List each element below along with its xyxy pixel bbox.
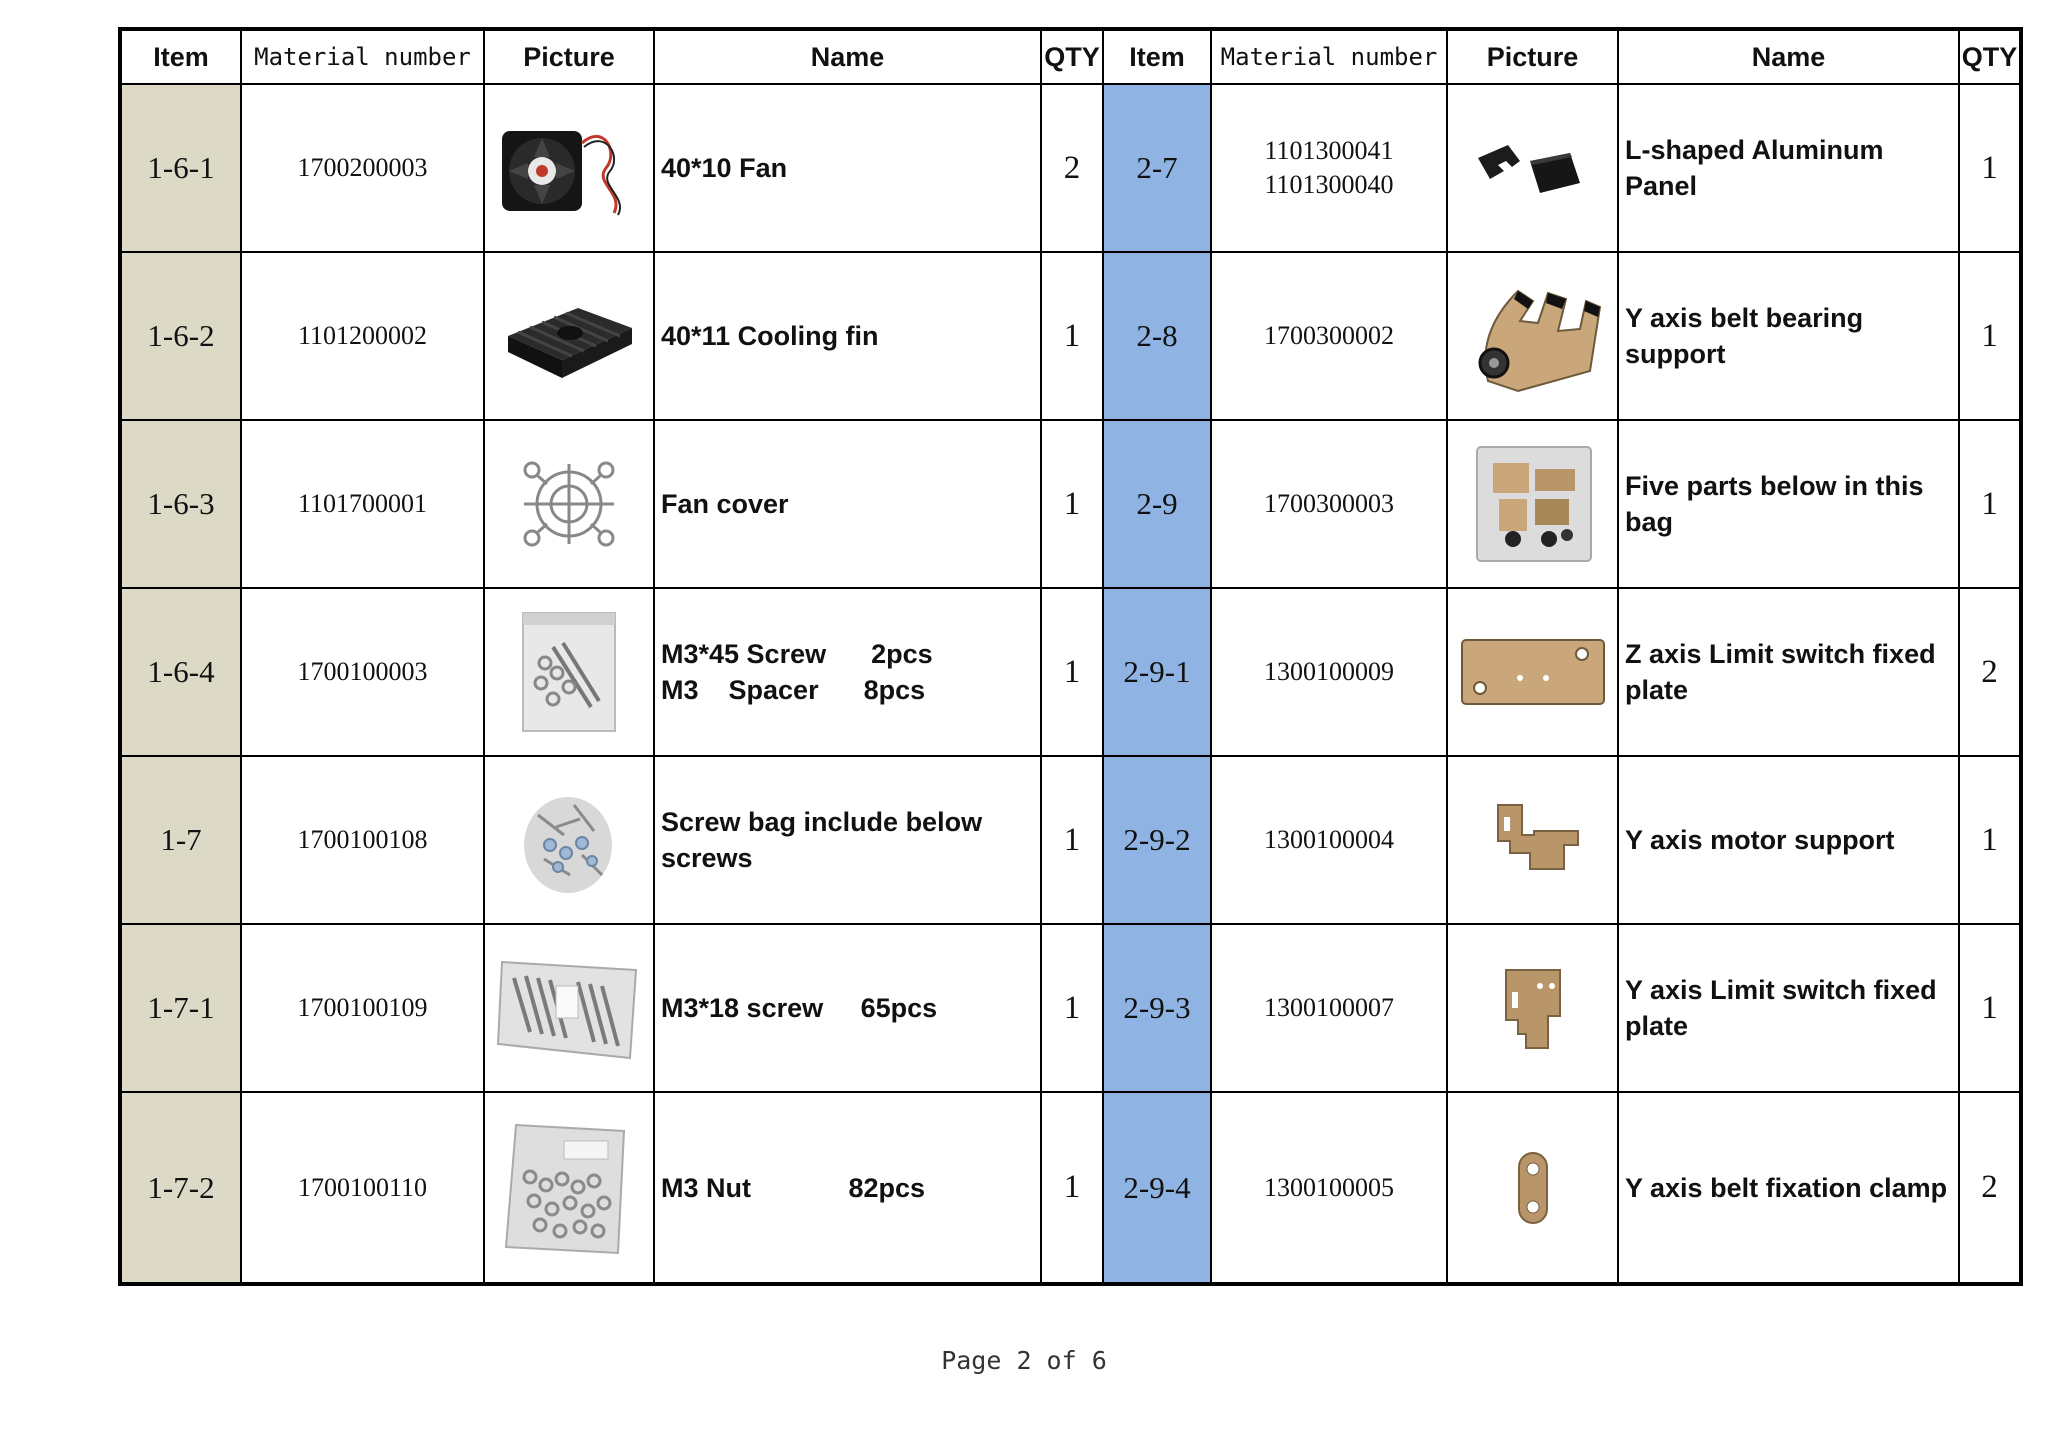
material-number: 1101300041 1101300040	[1211, 84, 1447, 252]
part-name: Screw bag include below screws	[654, 756, 1041, 924]
item-number: 1-7-1	[120, 924, 241, 1092]
nut-bag-icon	[494, 1113, 644, 1263]
material-number: 1300100009	[1211, 588, 1447, 756]
heatsink-icon	[494, 286, 644, 386]
parts-table	[118, 27, 2023, 1286]
aluminum-bracket-icon	[1458, 123, 1608, 213]
material-number: 1700100003	[241, 588, 484, 756]
header-picture: Picture	[1447, 29, 1618, 84]
fan-guard-icon	[494, 454, 644, 554]
header-qty: QTY	[1041, 29, 1103, 84]
item-number: 2-9-1	[1103, 588, 1211, 756]
table-row	[120, 420, 2021, 588]
fan-icon	[494, 113, 644, 223]
page-number: Page 2 of 6	[941, 1346, 1107, 1375]
item-number: 2-8	[1103, 252, 1211, 420]
part-name: Y axis Limit switch fixed plate	[1618, 924, 1959, 1092]
header-material-number: Material number	[241, 29, 484, 84]
parts-list-sheet	[118, 27, 2023, 1287]
picture-cell	[1447, 588, 1618, 756]
part-name: M3*45 Screw 2pcs M3 Spacer 8pcs	[654, 588, 1041, 756]
item-number: 2-9	[1103, 420, 1211, 588]
picture-cell	[484, 84, 654, 252]
table-row	[120, 588, 2021, 756]
quantity: 1	[1041, 1092, 1103, 1284]
picture-cell	[1447, 420, 1618, 588]
quantity: 2	[1959, 1092, 2021, 1284]
header-row	[120, 29, 2021, 84]
material-number: 1300100005	[1211, 1092, 1447, 1284]
part-name: Fan cover	[654, 420, 1041, 588]
item-number: 2-9-4	[1103, 1092, 1211, 1284]
clamp-icon	[1503, 1143, 1563, 1233]
picture-cell	[1447, 924, 1618, 1092]
header-item: Item	[1103, 29, 1211, 84]
part-name: Y axis belt fixation clamp	[1618, 1092, 1959, 1284]
item-number: 2-9-3	[1103, 924, 1211, 1092]
quantity: 2	[1041, 84, 1103, 252]
header-qty: QTY	[1959, 29, 2021, 84]
material-number: 1700300003	[1211, 420, 1447, 588]
picture-cell	[1447, 84, 1618, 252]
quantity: 1	[1959, 252, 2021, 420]
picture-cell	[484, 420, 654, 588]
part-name: Five parts below in this bag	[1618, 420, 1959, 588]
screw-pile-icon	[504, 775, 634, 905]
item-number: 1-6-3	[120, 420, 241, 588]
item-number: 1-7-2	[120, 1092, 241, 1284]
header-item: Item	[120, 29, 241, 84]
part-name: Y axis motor support	[1618, 756, 1959, 924]
screw-bag-icon	[494, 948, 644, 1068]
picture-cell	[484, 924, 654, 1092]
item-number: 1-7	[120, 756, 241, 924]
material-number: 1101200002	[241, 252, 484, 420]
quantity: 1	[1041, 588, 1103, 756]
plate-icon	[1458, 632, 1608, 712]
part-name: 40*10 Fan	[654, 84, 1041, 252]
part-name: Y axis belt bearing support	[1618, 252, 1959, 420]
quantity: 1	[1959, 84, 2021, 252]
picture-cell	[484, 1092, 654, 1284]
material-number: 1700100109	[241, 924, 484, 1092]
material-number: 1300100007	[1211, 924, 1447, 1092]
quantity: 1	[1959, 924, 2021, 1092]
quantity: 1	[1041, 756, 1103, 924]
item-number: 1-6-2	[120, 252, 241, 420]
item-number: 2-9-2	[1103, 756, 1211, 924]
header-picture: Picture	[484, 29, 654, 84]
quantity: 1	[1041, 924, 1103, 1092]
picture-cell	[484, 588, 654, 756]
picture-cell	[484, 252, 654, 420]
part-name: L-shaped Aluminum Panel	[1618, 84, 1959, 252]
header-material-number: Material number	[1211, 29, 1447, 84]
table-row	[120, 84, 2021, 252]
material-number: 1700100108	[241, 756, 484, 924]
item-number: 2-7	[1103, 84, 1211, 252]
item-number: 1-6-4	[120, 588, 241, 756]
quantity: 1	[1959, 420, 2021, 588]
material-number: 1700200003	[241, 84, 484, 252]
table-row	[120, 924, 2021, 1092]
header-name: Name	[1618, 29, 1959, 84]
picture-cell	[484, 756, 654, 924]
quantity: 1	[1959, 756, 2021, 924]
limit-plate-icon	[1478, 958, 1588, 1058]
part-name: M3*18 screw 65pcs	[654, 924, 1041, 1092]
screw-bag-icon	[509, 607, 629, 737]
picture-cell	[1447, 252, 1618, 420]
parts-bag-icon	[1463, 439, 1603, 569]
material-number: 1700300002	[1211, 252, 1447, 420]
picture-cell	[1447, 756, 1618, 924]
item-number: 1-6-1	[120, 84, 241, 252]
part-name: Z axis Limit switch fixed plate	[1618, 588, 1959, 756]
header-name: Name	[654, 29, 1041, 84]
material-number: 1101700001	[241, 420, 484, 588]
table-row	[120, 756, 2021, 924]
table-row	[120, 252, 2021, 420]
material-number: 1300100004	[1211, 756, 1447, 924]
motor-support-icon	[1468, 795, 1598, 885]
bearing-support-icon	[1458, 271, 1608, 401]
table-row	[120, 1092, 2021, 1284]
part-name: M3 Nut 82pcs	[654, 1092, 1041, 1284]
material-number: 1700100110	[241, 1092, 484, 1284]
picture-cell	[1447, 1092, 1618, 1284]
quantity: 1	[1041, 420, 1103, 588]
part-name: 40*11 Cooling fin	[654, 252, 1041, 420]
quantity: 2	[1959, 588, 2021, 756]
quantity: 1	[1041, 252, 1103, 420]
